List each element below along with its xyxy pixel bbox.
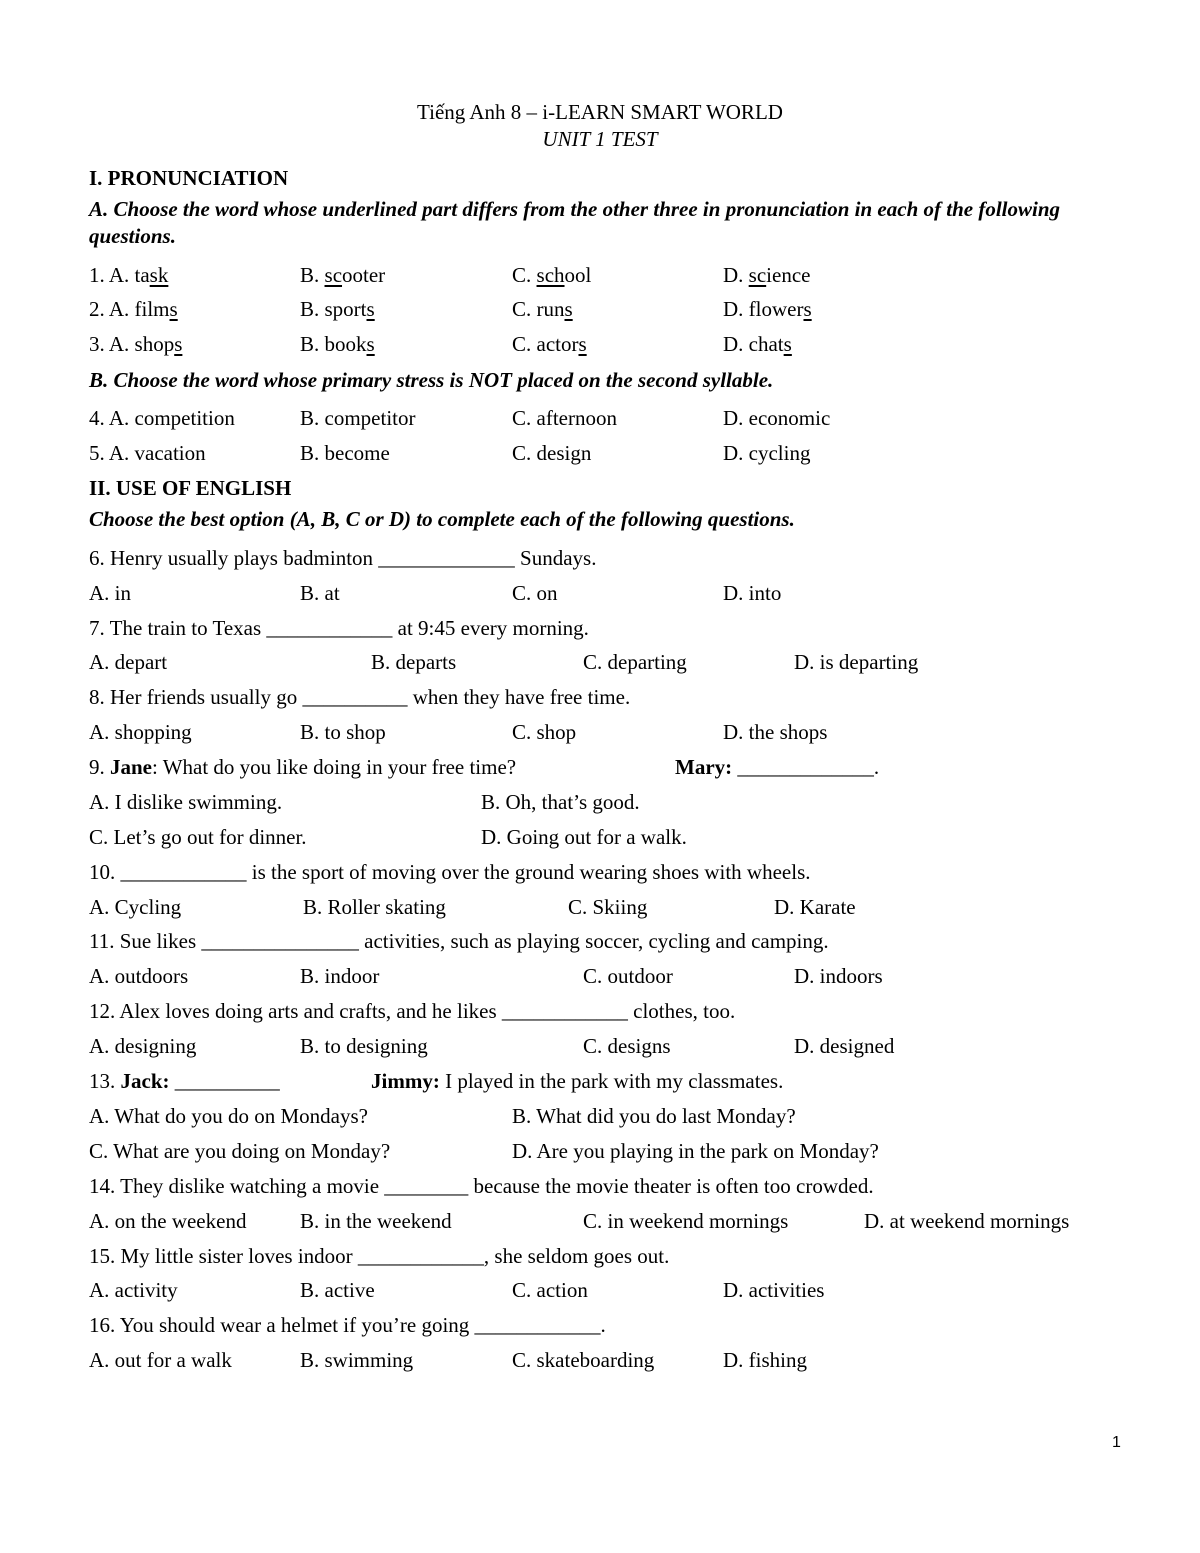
question-9: [0, 752, 1200, 782]
option-1d: D. science: [723, 263, 811, 287]
option-13c: C. What are you doing on Monday?: [89, 1139, 391, 1163]
question-10-options: [0, 892, 1200, 922]
instruction-part-b: B. Choose the word whose primary stress is NOT placed on the second syllable.: [89, 368, 774, 392]
question-13: [0, 1066, 1200, 1096]
option-10c: C. Skiing: [568, 895, 648, 919]
question-13-jack-line: 13. Jack: __________: [89, 1069, 280, 1093]
option-14c: C. in weekend mornings: [583, 1209, 789, 1233]
option-15a: A. activity: [89, 1278, 178, 1302]
question-5-options: [0, 438, 1200, 468]
section-heading-pronunciation: I. PRONUNCIATION: [89, 166, 289, 190]
page-number: 1: [1112, 1434, 1121, 1451]
option-13b: B. What did you do last Monday?: [512, 1104, 796, 1128]
option-2c: C. runs: [512, 297, 573, 321]
option-16b: B. swimming: [300, 1348, 414, 1372]
option-1b: B. scooter: [300, 263, 386, 287]
question-14-options: [0, 1206, 1200, 1236]
question-12: 12. Alex loves doing arts and crafts, and he likes ____________ clothes, too.: [89, 999, 736, 1023]
option-3d: D. chats: [723, 332, 792, 356]
question-6: 6. Henry usually plays badminton _____________ Sundays.: [89, 546, 597, 570]
instruction-part-a: A. Choose the word whose underlined part differs from the other three in pronunciation in each of the following questions.: [89, 197, 1061, 248]
option-3c: C. actors: [512, 332, 587, 356]
option-10b: B. Roller skating: [303, 895, 446, 919]
option-14b: B. in the weekend: [300, 1209, 452, 1233]
option-2d: D. flowers: [723, 297, 812, 321]
question-11-options: [0, 961, 1200, 991]
option-5b: B. become: [300, 441, 390, 465]
question-9-jane-line: 9. Jane: What do you like doing in your free time?: [89, 755, 517, 779]
instruction-section-2: Choose the best option (A, B, C or D) to complete each of the following questions.: [89, 507, 795, 531]
option-12b: B. to designing: [300, 1034, 428, 1058]
option-6a: A. in: [89, 581, 131, 605]
question-14: 14. They dislike watching a movie ________ because the movie theater is often too crowded.: [89, 1174, 874, 1198]
option-12a: A. designing: [89, 1034, 197, 1058]
option-11c: C. outdoor: [583, 964, 673, 988]
question-11: 11. Sue likes _______________ activities, such as playing soccer, cycling and camping.: [89, 929, 829, 953]
option-9a: A. I dislike swimming.: [89, 790, 283, 814]
option-5c: C. design: [512, 441, 592, 465]
question-16-options: [0, 1345, 1200, 1375]
option-16a: A. out for a walk: [89, 1348, 232, 1372]
option-7b: B. departs: [371, 650, 457, 674]
option-8b: B. to shop: [300, 720, 386, 744]
question-7: 7. The train to Texas ____________ at 9:45 every morning.: [89, 616, 589, 640]
question-1-options: [0, 260, 1200, 290]
option-1c: C. school: [512, 263, 592, 287]
option-8d: D. the shops: [723, 720, 828, 744]
option-13a: A. What do you do on Mondays?: [89, 1104, 368, 1128]
option-3a: 3. A. shops: [89, 332, 183, 356]
question-2-options: [0, 294, 1200, 324]
option-11a: A. outdoors: [89, 964, 189, 988]
option-12c: C. designs: [583, 1034, 671, 1058]
option-15c: C. action: [512, 1278, 588, 1302]
option-6b: B. at: [300, 581, 340, 605]
question-8-options: [0, 717, 1200, 747]
option-7d: D. is departing: [794, 650, 919, 674]
question-13-options-row-2: [0, 1136, 1200, 1166]
option-11b: B. indoor: [300, 964, 380, 988]
option-9c: C. Let’s go out for dinner.: [89, 825, 307, 849]
option-3b: B. books: [300, 332, 375, 356]
question-13-options-row-1: [0, 1101, 1200, 1131]
option-10a: A. Cycling: [89, 895, 182, 919]
option-12d: D. designed: [794, 1034, 895, 1058]
option-4a: 4. A. competition: [89, 406, 235, 430]
question-13-jimmy-line: Jimmy: I played in the park with my classmates.: [371, 1069, 784, 1093]
question-15: 15. My little sister loves indoor ____________, she seldom goes out.: [89, 1244, 670, 1268]
option-15d: D. activities: [723, 1278, 825, 1302]
option-6c: C. on: [512, 581, 558, 605]
option-9d: D. Going out for a walk.: [481, 825, 687, 849]
question-12-options: [0, 1031, 1200, 1061]
question-4-options: [0, 403, 1200, 433]
option-7c: C. departing: [583, 650, 687, 674]
question-7-options: [0, 647, 1200, 677]
document-subtitle: UNIT 1 TEST: [542, 127, 658, 151]
option-2b: B. sports: [300, 297, 375, 321]
option-16c: C. skateboarding: [512, 1348, 655, 1372]
option-4b: B. competitor: [300, 406, 416, 430]
option-1a: 1. A. task: [89, 263, 169, 287]
question-16: 16. You should wear a helmet if you’re going ____________.: [89, 1313, 606, 1337]
option-7a: A. depart: [89, 650, 168, 674]
section-heading-use-of-english: II. USE OF ENGLISH: [89, 476, 292, 500]
question-8: 8. Her friends usually go __________ when they have free time.: [89, 685, 631, 709]
question-9-options-row-2: [0, 822, 1200, 852]
option-5a: 5. A. vacation: [89, 441, 206, 465]
option-11d: D. indoors: [794, 964, 883, 988]
option-6d: D. into: [723, 581, 782, 605]
option-5d: D. cycling: [723, 441, 811, 465]
option-9b: B. Oh, that’s good.: [481, 790, 640, 814]
option-14a: A. on the weekend: [89, 1209, 247, 1233]
option-10d: D. Karate: [774, 895, 856, 919]
question-3-options: [0, 329, 1200, 359]
option-4d: D. economic: [723, 406, 831, 430]
question-6-options: [0, 578, 1200, 608]
option-8a: A. shopping: [89, 720, 192, 744]
question-9-options-row-1: [0, 787, 1200, 817]
option-13d: D. Are you playing in the park on Monday?: [512, 1139, 879, 1163]
option-15b: B. active: [300, 1278, 375, 1302]
question-10: 10. ____________ is the sport of moving over the ground wearing shoes with wheels.: [89, 860, 811, 884]
document-title: Tiếng Anh 8 – i-LEARN SMART WORLD: [417, 100, 783, 124]
option-4c: C. afternoon: [512, 406, 617, 430]
question-15-options: [0, 1275, 1200, 1305]
option-14d: D. at weekend mornings: [864, 1209, 1070, 1233]
option-16d: D. fishing: [723, 1348, 807, 1372]
option-2a: 2. A. films: [89, 297, 178, 321]
question-9-mary-line: Mary: _____________.: [675, 755, 880, 779]
option-8c: C. shop: [512, 720, 577, 744]
